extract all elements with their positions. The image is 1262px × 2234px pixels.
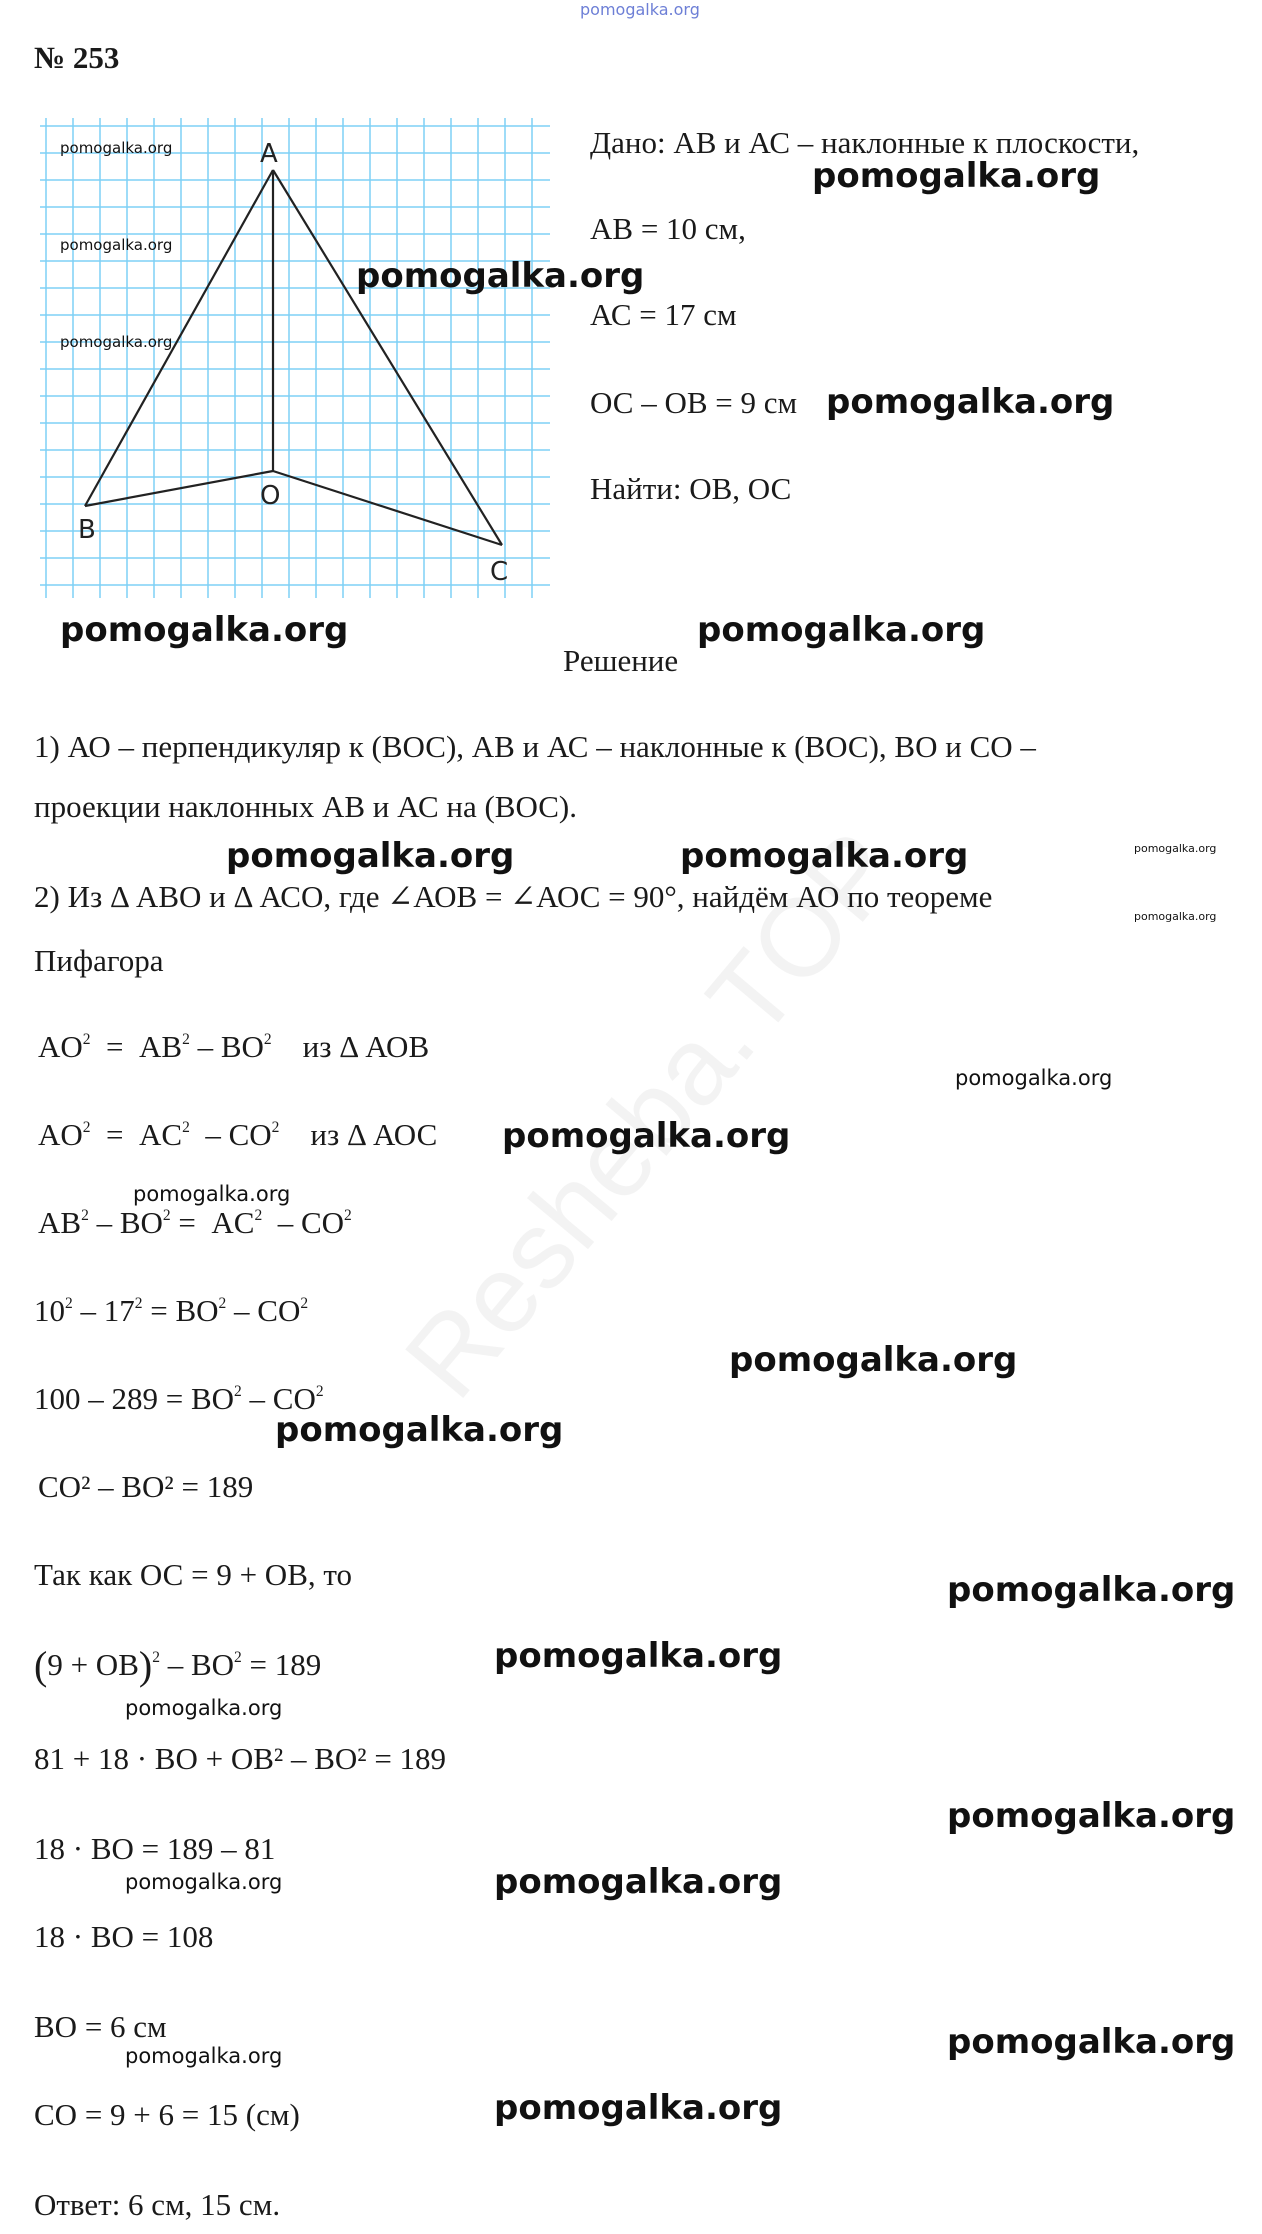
equation-12: СО = 9 + 6 = 15 (см): [34, 2097, 300, 2132]
equation-5: $100 - 289 = BO^2 - CO^2$: [34, 1381, 324, 1416]
answer: Ответ: 6 см, 15 см.: [34, 2187, 281, 2222]
figure-watermark-3: pomogalka.org: [60, 333, 173, 351]
watermark-big: pomogalka.org: [947, 1570, 1236, 1610]
watermark-tiny: pomogalka.org: [1134, 910, 1217, 923]
solution-heading: Решение: [563, 643, 679, 678]
since-line: Так как ОС = 9 + ОВ, то: [34, 1557, 353, 1592]
watermark-big: pomogalka.org: [729, 1340, 1018, 1380]
label-o: O: [260, 481, 281, 511]
equation-6: CO² – BO² = 189: [38, 1469, 254, 1504]
equation-7: $(9 + OB)^2 - BO^2 = 189$: [34, 1643, 322, 1688]
watermark-big: pomogalka.org: [226, 836, 515, 876]
watermark-big: pomogalka.org: [356, 256, 645, 296]
triangle-figure: [40, 118, 550, 598]
watermark-mid: pomogalka.org: [133, 1182, 291, 1206]
step2-line2: Пифагора: [34, 943, 164, 978]
watermark-mid: pomogalka.org: [955, 1066, 1113, 1090]
step1-line1: 1) АО – перпендикуляр к (ВОС), АВ и АС – наклонные к (ВОС), ВО и СО –: [34, 729, 1036, 764]
equation-10: 18 · BO = 108: [34, 1919, 214, 1954]
figure-watermark-2: pomogalka.org: [60, 236, 173, 254]
equation-1-note: из Δ АОВ: [302, 1029, 430, 1064]
watermark-big: pomogalka.org: [812, 156, 1101, 196]
watermark-big: pomogalka.org: [60, 610, 349, 650]
given-line-2: АВ = 10 см,: [590, 211, 746, 246]
watermark-mid: pomogalka.org: [125, 1696, 283, 1720]
watermark-big: pomogalka.org: [494, 2088, 783, 2128]
watermark-big: pomogalka.org: [697, 610, 986, 650]
watermark-big: pomogalka.org: [947, 2022, 1236, 2062]
equation-2: $AO^2 = AC^2 - CO^2$ из Δ АОС: [38, 1117, 438, 1152]
watermark-tiny: pomogalka.org: [1134, 842, 1217, 855]
equation-11: ВО = 6 см: [34, 2009, 167, 2044]
watermark-big: pomogalka.org: [947, 1796, 1236, 1836]
equation-8: 81 + 18 · BO + OB² – BO² = 189: [34, 1741, 447, 1776]
watermark-big: pomogalka.org: [494, 1862, 783, 1902]
label-a: A: [260, 139, 278, 169]
watermark-big: pomogalka.org: [494, 1636, 783, 1676]
given-line-4: ОС – ОВ = 9 см: [590, 385, 798, 420]
figure-watermark-1: pomogalka.org: [60, 139, 173, 157]
watermark-big: pomogalka.org: [826, 382, 1115, 422]
site-watermark-top: pomogalka.org: [580, 0, 700, 19]
watermark-big: pomogalka.org: [680, 836, 969, 876]
given-line-3: АС = 17 см: [590, 297, 737, 332]
equation-3: $AB^2 - BO^2 = AC^2 - CO^2$: [38, 1205, 352, 1240]
problem-number: № 253: [34, 40, 120, 75]
label-b: B: [78, 515, 96, 545]
watermark-mid: pomogalka.org: [125, 1870, 283, 1894]
watermark-big: pomogalka.org: [502, 1116, 791, 1156]
watermark-big: pomogalka.org: [275, 1410, 564, 1450]
label-c: C: [490, 557, 509, 587]
watermark-mid: pomogalka.org: [125, 2044, 283, 2068]
given-line-1: Дано: АВ и АС – наклонные к плоскости,: [590, 125, 1140, 160]
equation-1: $AO^2 = AB^2 - BO^2$ из Δ АОВ: [38, 1029, 430, 1064]
equation-4: $10^2 - 17^2 = BO^2 - CO^2$: [34, 1293, 309, 1328]
step2-line1: 2) Из Δ АВО и Δ АСО, где ∠АОВ = ∠АОС = 90°, найдём АО по теореме: [34, 879, 993, 914]
given-find: Найти: ОВ, ОС: [590, 471, 792, 506]
step1-line2: проекции наклонных АВ и АС на (ВОС).: [34, 789, 577, 824]
equation-2-note: из Δ АОС: [310, 1117, 438, 1152]
equation-9: 18 · BO = 189 – 81: [34, 1831, 276, 1866]
